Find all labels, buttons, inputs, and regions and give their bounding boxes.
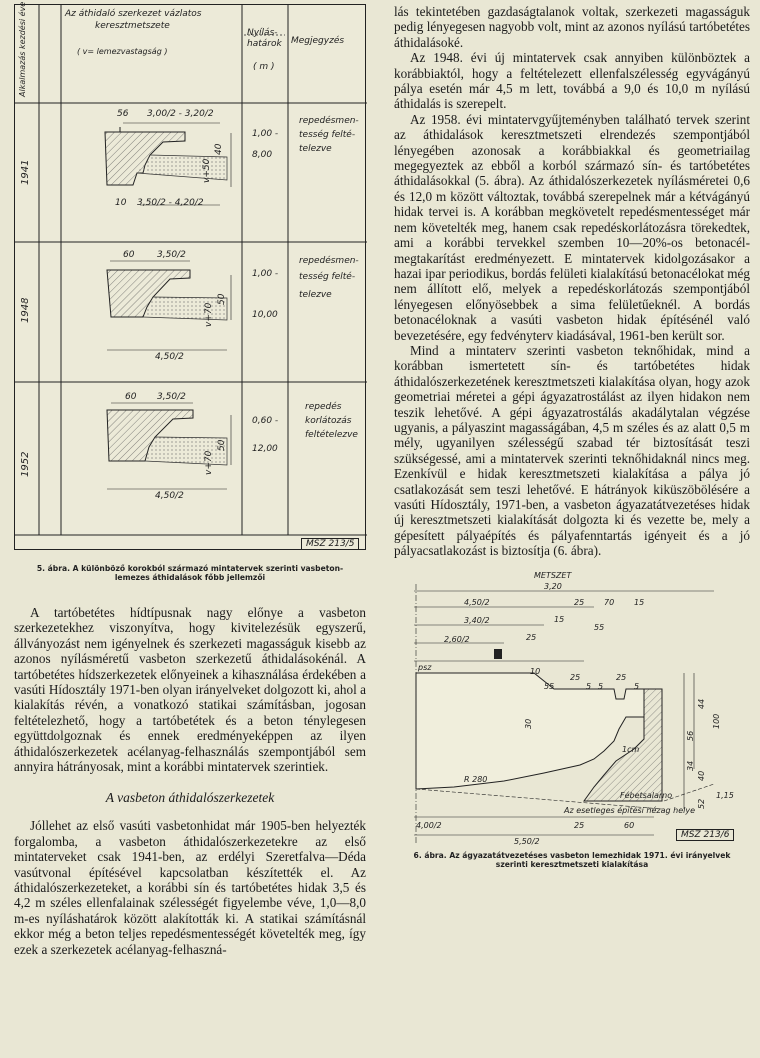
dim: 70 — [604, 597, 615, 607]
row-1952-note: repedés — [305, 402, 342, 412]
fig6-label-fb: Fébetsalarno — [620, 790, 673, 800]
row-1941-note: telezve — [299, 144, 332, 154]
section-heading: A vasbeton áthidalószerkezetek — [105, 790, 275, 806]
dim: 2,60/2 — [444, 634, 470, 644]
dim: 4,00/2 — [416, 820, 442, 830]
dim: 3,20 — [544, 581, 562, 591]
row-1941-span-min: 1,00 - — [252, 129, 279, 139]
paragraph: Az 1948. évi új mintatervek csak annyiben különböztek a korábbiaktól, hogy a feltételezett ellenfalszélesség egyvágányú pálya esetén már 4,5 m lett, továbbá a 9,0 és 10,0 m nyílású áthidalás is szerepelt. — [394, 50, 750, 112]
dim: 10 — [530, 666, 541, 676]
dim: v+50 — [202, 158, 212, 183]
dim: 25 — [574, 820, 585, 830]
dim: 5 — [586, 681, 592, 691]
row-1952-year: 1952 — [20, 451, 31, 477]
dim: 3,50/2 — [157, 250, 186, 260]
dim: R 280 — [464, 774, 488, 784]
dim: 55 — [594, 622, 605, 632]
row-1952-note: korlátozás — [305, 416, 352, 426]
dim: 25 — [526, 632, 537, 642]
header-note: Megjegyzés — [291, 36, 345, 46]
caption-line: lemezes áthidalások főbb jellemzői — [114, 573, 266, 583]
dim: 40 — [214, 143, 224, 155]
dim: 4,50/2 — [464, 597, 490, 607]
dim: 55 — [544, 681, 555, 691]
dim: 30 — [524, 718, 533, 729]
row-1948-note: tesség felté- — [299, 272, 356, 282]
row-1952-note: feltételezve — [305, 430, 358, 440]
row-1948-year: 1948 — [20, 297, 31, 323]
header-span-unit: ( m ) — [253, 62, 275, 72]
row-1952-span-max: 12,00 — [252, 444, 278, 454]
header-year: Alkalmazás kezdési éve — [18, 1, 27, 97]
row-1952-span-min: 0,60 - — [252, 416, 279, 426]
dim: 40 — [697, 770, 706, 781]
stamp-msz-213-5: MSZ 213/5 — [301, 538, 359, 550]
dim: 60 — [123, 250, 135, 260]
left-column — [14, 1, 366, 957]
row-1948-note: repedésmen- — [299, 256, 359, 266]
figure-6-caption — [394, 851, 750, 870]
dim: 5 — [598, 681, 604, 691]
dim: 34 — [686, 760, 695, 771]
dim: psz — [418, 662, 432, 672]
dim: 1,15 — [716, 790, 734, 800]
fig6-title: METSZET — [534, 570, 572, 580]
dim: 56 — [117, 109, 129, 119]
fig6-label-joint: Az esetleges építési hézag helye — [564, 805, 696, 815]
figure-5-caption — [14, 564, 366, 583]
dim: v+70 — [204, 302, 214, 327]
header-sketch-3: ( v= lemezvastagság ) — [77, 47, 168, 56]
dim: 4,50/2 — [155, 491, 184, 501]
header-sketch-1: Az áthidaló szerkezet vázlatos — [65, 9, 202, 19]
caption-line: 5. ábra. A különböző korokból származó mintatervek szerinti vasbeton- — [36, 564, 344, 573]
section-drawing-1952 — [107, 403, 231, 489]
figure-6-drawing — [394, 569, 750, 847]
paragraph: lás tekintetében gazdaságtalanok voltak, szerkezeti magasságuk pedig lényegesen nagyobb volt, mint az azonos nyílású tartóbetétes áthidalásoké. — [394, 4, 750, 50]
dim: 25 — [574, 597, 585, 607]
caption-line: 6. ábra. Az ágyazatátvezetéses vasbeton lemezhidak 1971. évi irányelvek — [413, 850, 731, 860]
dim: 4,50/2 — [155, 352, 184, 362]
dim: 25 — [570, 672, 581, 682]
caption-line: szerinti keresztmetszeti kialakítása — [495, 860, 649, 870]
dim: 50 — [217, 439, 227, 451]
dim: 3,00/2 - 3,20/2 — [147, 109, 214, 119]
dim: v+70 — [204, 450, 214, 475]
row-1948-note: telezve — [299, 290, 332, 300]
dim: 5,50/2 — [514, 836, 540, 846]
dim: 44 — [697, 698, 706, 709]
row-1941-year: 1941 — [20, 159, 31, 185]
dim: 5 — [634, 681, 640, 691]
dim: 25 — [616, 672, 627, 682]
header-sketch-2: keresztmetszete — [95, 21, 170, 31]
right-column — [394, 4, 750, 870]
row-1941-span-max: 8,00 — [252, 150, 273, 160]
dim: 56 — [686, 730, 695, 741]
dim: 60 — [624, 820, 635, 830]
figure-5-table — [14, 1, 366, 550]
row-1941-note: repedésmen- — [299, 116, 359, 126]
dim: 3,50/2 - 4,20/2 — [137, 198, 204, 208]
dim: 3,50/2 — [157, 392, 186, 402]
row-1948-span-max: 10,00 — [252, 310, 278, 320]
row-1941-note: tesség felté- — [299, 130, 356, 140]
stamp-msz-213-6: MSZ 213/6 — [676, 829, 734, 841]
dim: 15 — [554, 614, 565, 624]
row-1948-span-min: 1,00 - — [252, 269, 279, 279]
paragraph: Mind a mintaterv szerinti vasbeton teknőhidak, mind a korábban ismertetett sín- és tartóbetétes hidak áthidalószerkezetének keresztmetszeti kialakítása olyan, hogy azok geometriai méretei a gépi ágyazatrostálást az ilyen hidakon nem teszik lehetővé. A gépi ágyazatrostálás akadálytalan végzése ugyanis, a pályaszint magasságában, 4,5 m széles és az alatt 0,5 m mély, ugyanilyen szélességű szabad tér biztosítását teszi szükségessé, ami a mintatervek szerinti teknőhidaknál nincs meg. Ezenkívül e hidak keresztmetszeti kialakítása a pálya jó csatlakozását sem teszi lehetővé. E hátrányok kiküszöbölésére a vasúti Hídosztály, 1971-ben, a vasbeton ágyazatátvezetéses hidak új keresztmetszeti kialakítását dolgozta ki és vezette be, mely a gépesített pályaépítés és pályafenntartás igényeit és a jó pályacsatlakozást is biztosítja (6. ábra). — [394, 342, 750, 559]
paragraph: Az 1958. évi mintatervgyűjteményben található tervek szerint az áthidalások keresztmetszeti elrendezés szempontjából lényegében azonosak a korábbiakkal és geometriailag megegyeztek az ebből a korból származó sín- és tartóbetétes áthidalásokkal (5. ábra). Az áthidalószerkezetek nyílásméretei 0,6 és 12,0 m között változtak, továbbá szerepelnek már a kétvágányú hidak tervei is. A korábban megkövetelt repedésmentességet már nem követelték meg, hanem csak repedéskorlátozásra törekedtek, ami a korábbi tervekkel szemben 10—20%-os betonacél-megtakarítást eredményezett. E mintatervek kidolgozásakor a hazai ipar periodikus, bordás felületi kialakítású betonacélokat még nem állított elő, melyek a repedéskorlátozás szempontjából lényegesen előnyösebbek a sima felületűeknél. A bordás betonacéloknak a vasúti vasbeton hidak építésénél való bevezetésére, egy fedvényterv kiadásával, 1961-ben került sor. — [394, 111, 750, 343]
header-span-2: határok — [247, 39, 282, 49]
dim: 52 — [697, 798, 706, 809]
dim: 100 — [712, 713, 721, 729]
header-span-1: Nyílás- — [247, 28, 278, 38]
dim: 1cm — [622, 744, 640, 754]
dim: 50 — [217, 293, 227, 305]
dim: 10 — [115, 198, 127, 208]
paragraph: Jóllehet az első vasúti vasbetonhidat már 1905-ben helyezték forgalomba, a vasbeton áthidalószerkezetekre az első mintaterveket csak 1941-ben, az erdélyi Szeretfalva—Déda vasútvonal építésével kapcsolatban készítették el. Az áthidalószerkezeteket, a korábbi sín és tartóbetétes hidak 3,5 és 4,2 m széles ellenfalainak szélességét figyelembe véve, 1,0—8,0 m-es nyíláshatárok között alakították ki. A statikai számításnál ekkor még a beton teljes repedésmentességét követelték meg, így ezek a szerkezetek acélanyag-felhaszná- — [14, 818, 366, 957]
dim: 15 — [634, 597, 645, 607]
dim: 3,40/2 — [464, 615, 490, 625]
paragraph: A tartóbetétes hídtípusnak nagy előnye a vasbeton szerkezetekhez viszonyítva, hogy kivitelezésük egyszerű, állványozást nem igényelnek és szerkezeti magasságuk kisebb az azonos nyílásméretű vasbeton szerkezetű áthidalásokénál. A tartóbetétes hídszerkezetek előnyeinek a kihasználása érdekében a vasúti Hídosztály 1971-ben olyan irányelveket dolgozott ki, ahol a kialakítás révén, a vonatkozó statikai számításban, jogosan feltételezhető, hogy a tartóbetétek és a beton ténylegesen együttdolgoznak és ennek eredményeképpen az ilyen áthidalószerkezetek acélanyag-felhasználás szempontjából sem annyira hátrányosak, mint a korábbi mintatervek szerintiek. — [14, 604, 366, 775]
dim: 60 — [125, 392, 137, 402]
